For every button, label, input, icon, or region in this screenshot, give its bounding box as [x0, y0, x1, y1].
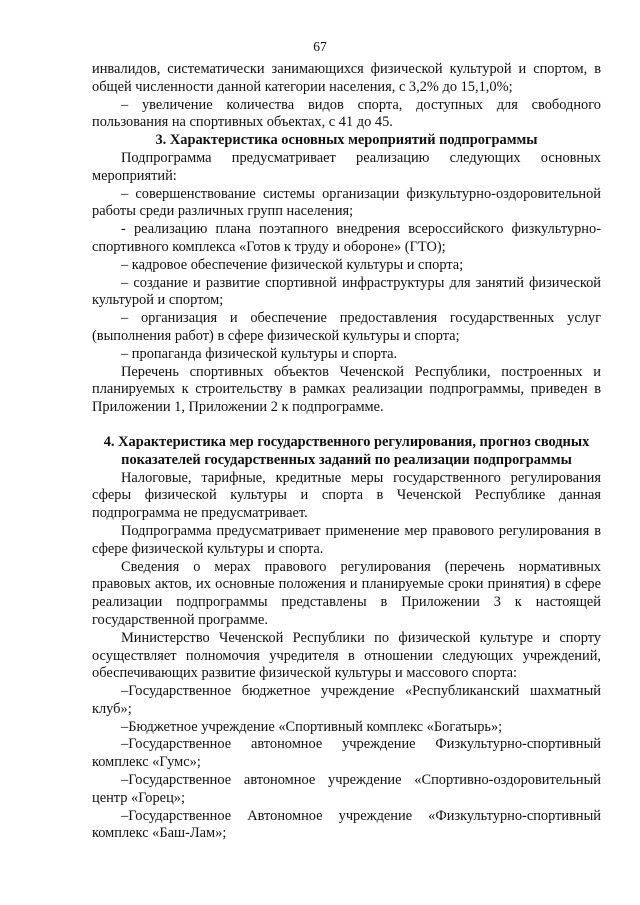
section-spacer [92, 417, 601, 434]
paragraph: –Государственное автономное учреждение Физкультурно-спортивный комплекс «Гумс»; [92, 736, 601, 771]
page-body [92, 61, 601, 843]
page-number: 67 [313, 39, 327, 54]
paragraph: – совершенствование системы организации физкультурно-оздоровительной работы среди различных групп населения; [92, 185, 601, 220]
paragraph: – пропаганда физической культуры и спорта. [121, 345, 398, 362]
paragraph: –Государственное бюджетное учреждение «Республиканский шахматный клуб»; [92, 683, 601, 717]
paragraph: инвалидов, систематически занимающихся физической культурой и спортом, в общей численности данной категории населения, с 3,2% до 15,1,0%; [92, 61, 601, 95]
paragraph: Подпрограмма предусматривает реализацию следующих основных мероприятий: [92, 149, 601, 184]
paragraph: –Бюджетное учреждение «Спортивный комплекс «Богатырь»; [121, 718, 503, 735]
paragraph: Министерство Чеченской Республики по физической культуре и спорту осуществляет полномочия учредителя в отношении следующих учреждений, обеспечивающих развитие физической культуры и массового спорта: [92, 629, 601, 682]
paragraph: – создание и развитие спортивной инфраструктуры для занятий физической культурой и спортом; [92, 274, 601, 309]
section-heading: 3. Характеристика основных мероприятий подпрограммы [155, 132, 538, 149]
paragraph: – увеличение количества видов спорта, доступных для свободного пользования на спортивных объектах, с 41 до 45. [92, 96, 601, 131]
section-heading: 4. Характеристика мер государственного регулирования, прогноз сводных показателей государственных заданий по реализации подпрограммы [103, 433, 590, 468]
paragraph: Налоговые, тарифные, кредитные меры государственного регулирования сферы физической культуры и спорта в Чеченской Республике данная подпрограмма не предусматривает. [92, 469, 601, 522]
paragraph: Перечень спортивных объектов Чеченской Республики, построенных и планируемых к строительству в рамках реализации подпрограммы, приведен в Приложении 1, Приложении 2 к подпрограмме. [92, 363, 601, 416]
paragraph: –Государственное автономное учреждение «Спортивно-оздоровительный центр «Горец»; [92, 772, 601, 806]
paragraph: – организация и обеспечение предоставления государственных услуг (выполнения работ) в сфере физической культуры и спорта; [92, 310, 601, 344]
paragraph: - реализацию плана поэтапного внедрения всероссийского физкультурно-спортивного комплекса «Готов к труду и обороне» (ГТО); [92, 221, 601, 255]
paragraph: – кадровое обеспечение физической культуры и спорта; [121, 256, 464, 273]
paragraph: Подпрограмма предусматривает применение мер правового регулирования в сфере физической культуры и спорта. [92, 522, 601, 557]
paragraph: Сведения о мерах правового регулирования (перечень нормативных правовых актов, их основные положения и планируемые сроки принятия) в сфере реализации подпрограммы представлены в Приложении 3 к настоящей государственной программе. [92, 558, 601, 628]
paragraph: –Государственное Автономное учреждение «Физкультурно-спортивный комплекс «Баш-Лам»; [92, 807, 601, 842]
